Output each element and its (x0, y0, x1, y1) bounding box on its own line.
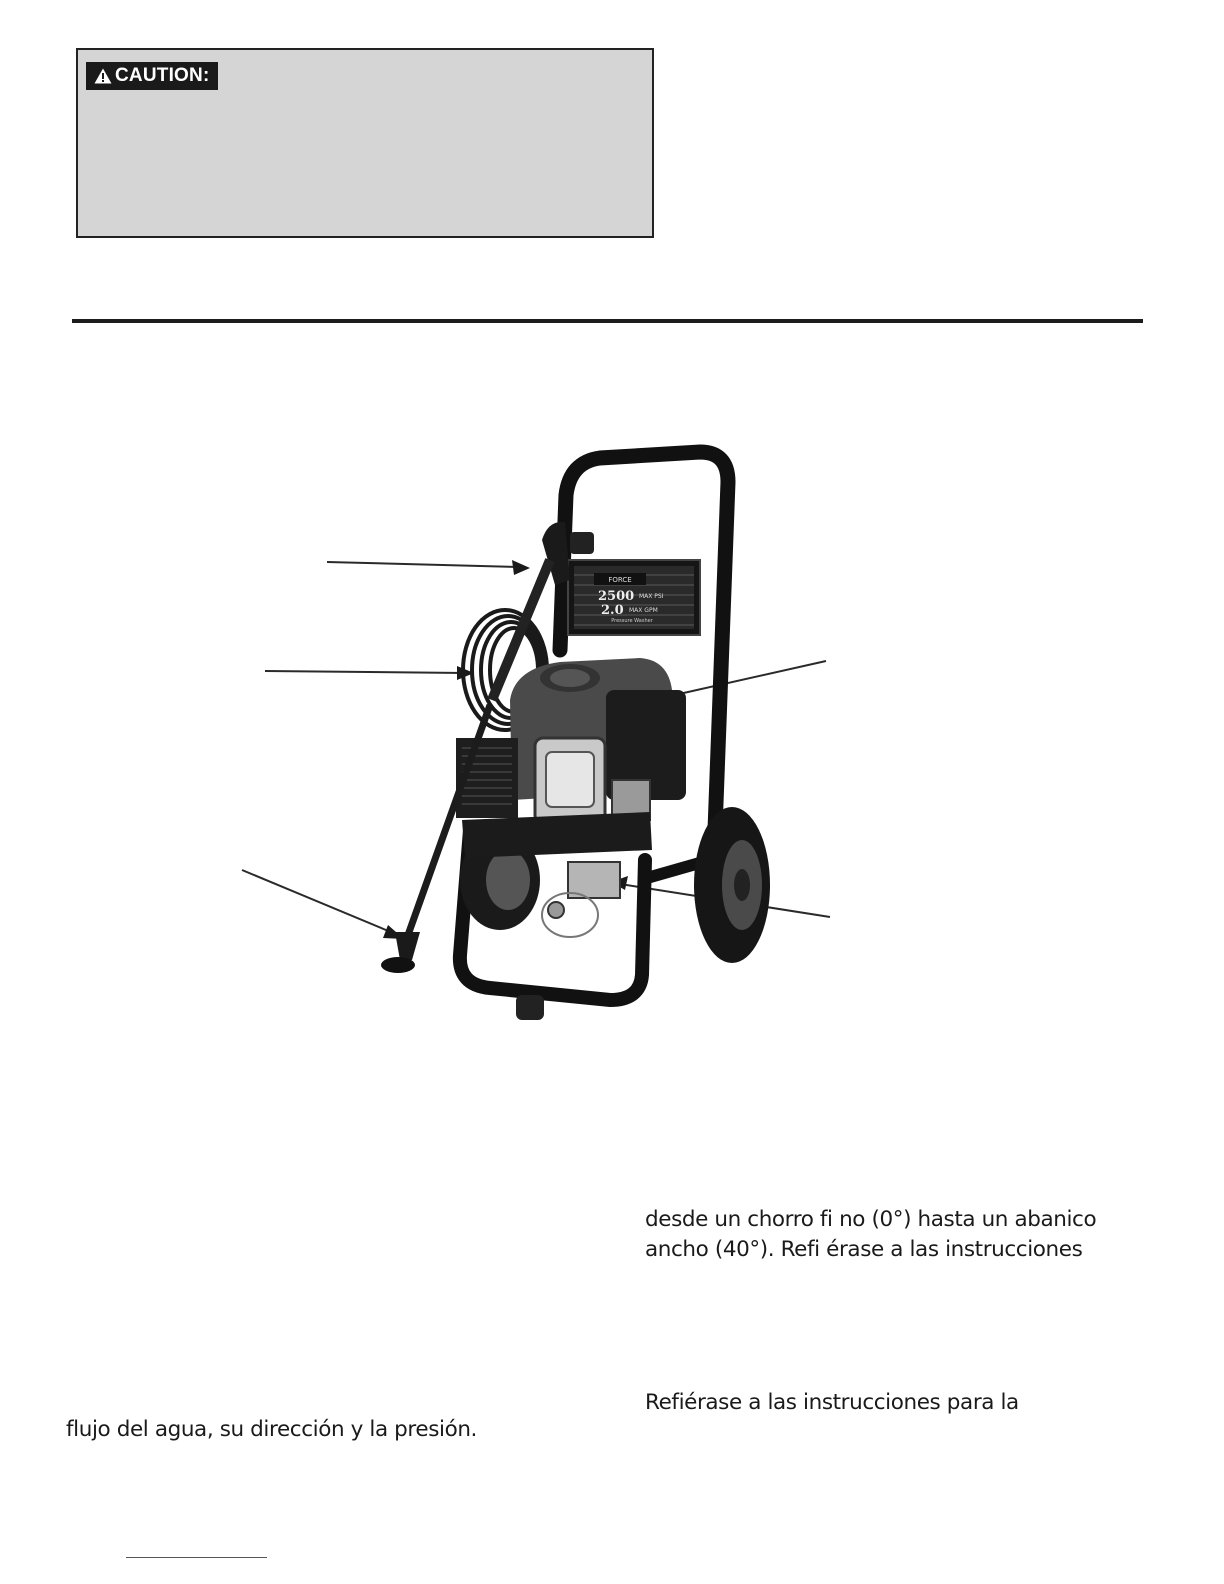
callout-line-hose (265, 671, 465, 673)
panel-product: Pressure Washer (611, 618, 653, 624)
panel-psi-unit: MAX PSI (639, 593, 664, 600)
control-panel (568, 560, 700, 635)
panel-gpm-value: 2.0 (601, 603, 624, 618)
section-divider (72, 319, 1143, 323)
deck (462, 812, 652, 858)
right-column-line-1: desde un chorro fi no (0°) hasta un abanico (645, 1207, 1097, 1232)
right-column-line-2: ancho (40°). Refi érase a las instrucciones (645, 1237, 1083, 1262)
right-wheel (694, 807, 770, 963)
caution-box (76, 48, 654, 238)
callout-line-spray-gun (327, 562, 520, 567)
panel-psi-value: 2500 (598, 589, 635, 604)
panel-brand: FORCE (608, 576, 632, 584)
callout-line-nozzle (242, 870, 398, 935)
front-foot (516, 995, 544, 1020)
pump (542, 862, 620, 937)
panel-gpm-unit: MAX GPM (629, 607, 658, 614)
pressure-washer-illustration (230, 440, 850, 1040)
warning-triangle-icon (94, 68, 112, 84)
caution-label: CAUTION: (115, 65, 210, 86)
right-column-line-3: Refiérase a las instrucciones para la (645, 1390, 1019, 1415)
caution-badge (86, 62, 218, 90)
left-column-line-1: flujo del agua, su dirección y la presión. (66, 1417, 477, 1442)
footer-link-underline[interactable] (126, 1557, 267, 1558)
